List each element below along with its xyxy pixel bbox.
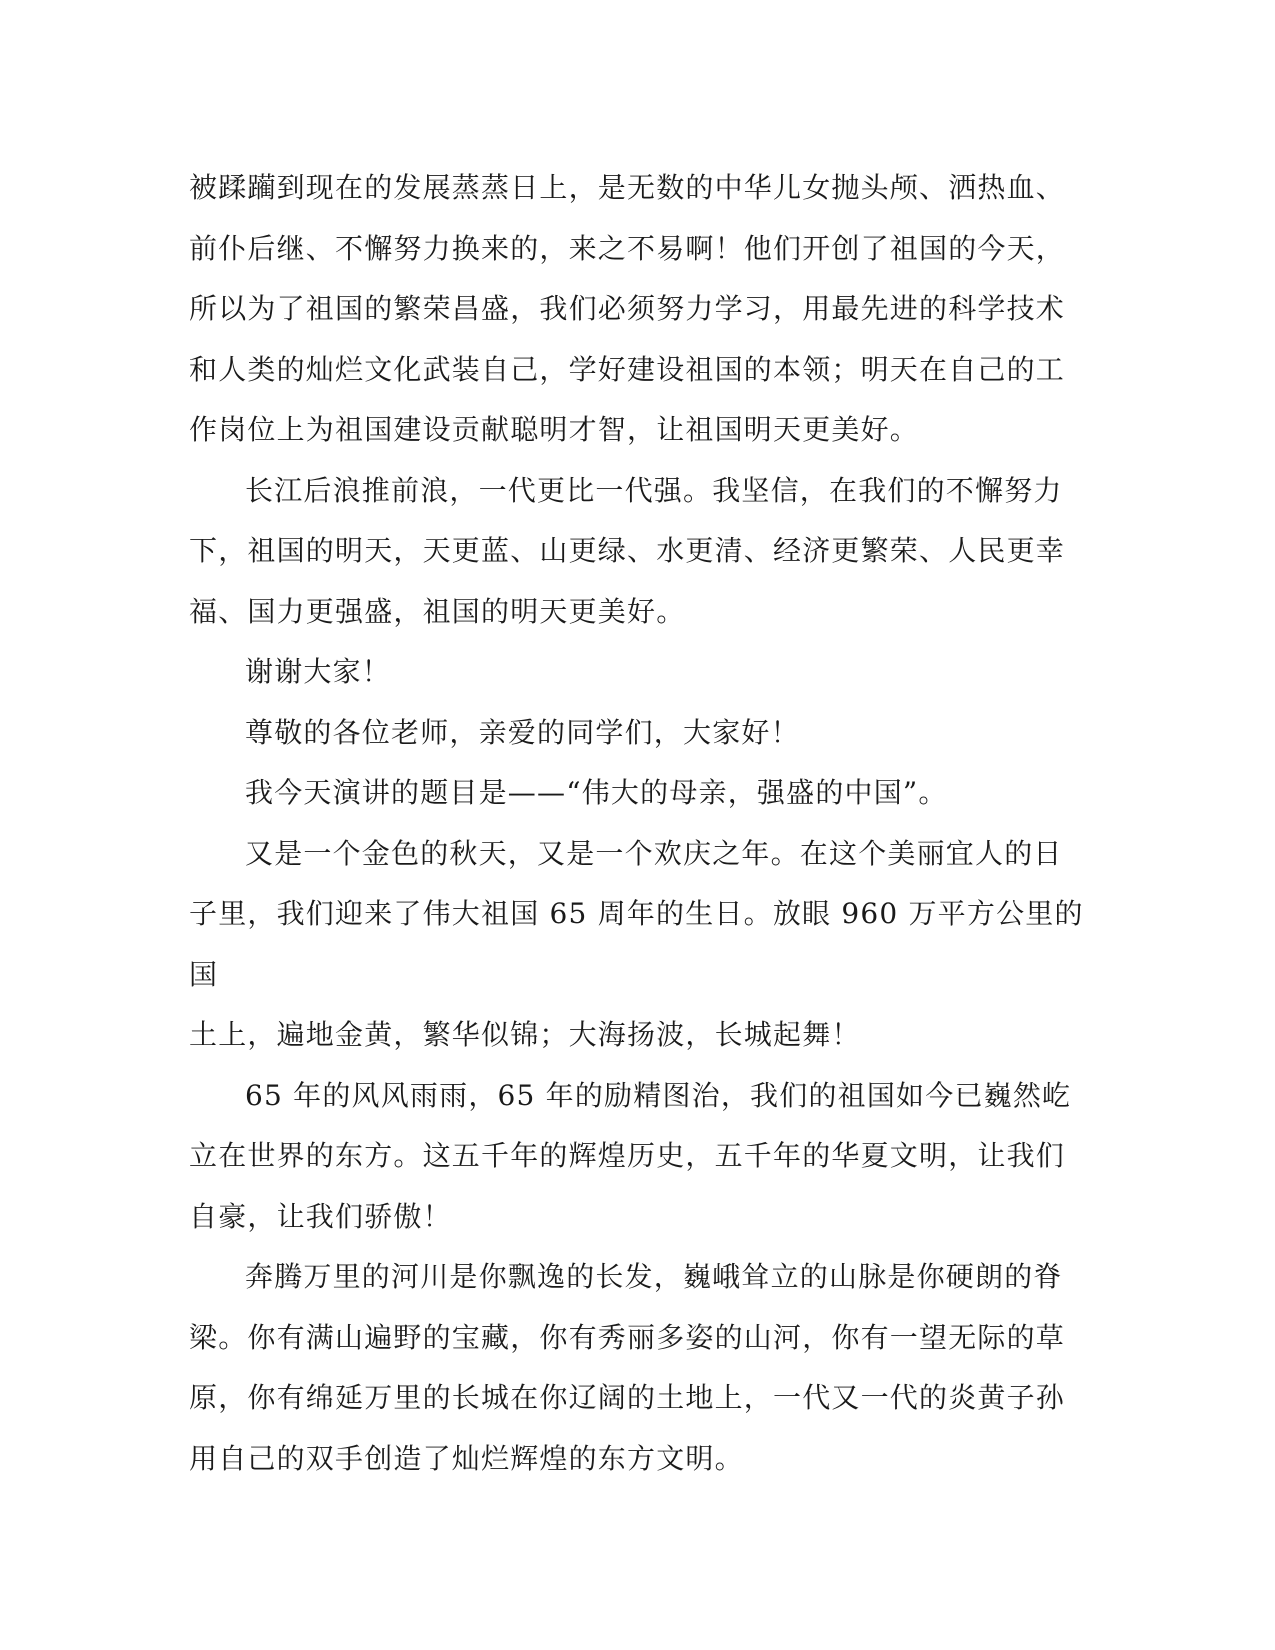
- text-line: 被蹂躏到现在的发展蒸蒸日上，是无数的中华儿女抛头颅、洒热血、: [189, 171, 1066, 204]
- text-line: 自豪，让我们骄傲！: [189, 1199, 452, 1233]
- paragraph-topic: [189, 763, 1089, 824]
- text-line: 所以为了祖国的繁荣昌盛，我们必须努力学习，用最先进的科学技术: [189, 292, 1066, 325]
- text-line: 原，你有绵延万里的长城在你辽阔的土地上，一代又一代的炎黄子孙: [189, 1381, 1066, 1414]
- text-line: 长江后浪推前浪，一代更比一代强。我坚信，在我们的不懈努力: [245, 473, 1063, 507]
- paragraph-65-years: [189, 1066, 1089, 1248]
- text-line: 和人类的灿烂文化武装自己，学好建设祖国的本领；明天在自己的工: [189, 352, 1066, 386]
- text-line: 子里，我们迎来了伟大祖国 65 周年的生日。放眼 960 万平方公里的国: [189, 897, 1084, 991]
- text-line: 奔腾万里的河川是你飘逸的长发，巍峨耸立的山脉是你硬朗的脊: [245, 1260, 1063, 1293]
- text-line: 土上，遍地金黄，繁华似锦；大海扬波，长城起舞！: [189, 1018, 861, 1051]
- paragraph-continuation: [189, 158, 1089, 461]
- text-line: 前仆后继、不懈努力换来的，来之不易啊！他们开创了祖国的今天，: [189, 231, 1066, 265]
- text-line: 又是一个金色的秋天，又是一个欢庆之年。在这个美丽宜人的日: [245, 836, 1063, 870]
- text-line: 立在世界的东方。这五千年的辉煌历史，五千年的华夏文明，让我们: [189, 1139, 1066, 1172]
- text-line: 我今天演讲的题目是——“伟大的母亲，强盛的中国”。: [245, 776, 948, 809]
- paragraph-autumn: [189, 824, 1089, 1066]
- text-line: 梁。你有满山遍野的宝藏，你有秀丽多姿的山河，你有一望无际的草: [189, 1320, 1066, 1354]
- paragraph-greeting: [189, 703, 1089, 764]
- text-line: 作岗位上为祖国建设贡献聪明才智，让祖国明天更美好。: [189, 413, 920, 446]
- document-body: [189, 158, 1089, 1489]
- text-line: 下，祖国的明天，天更蓝、山更绿、水更清、经济更繁荣、人民更幸: [189, 534, 1066, 567]
- text-line: 用自己的双手创造了灿烂辉煌的东方文明。: [189, 1441, 744, 1475]
- text-line: 福、国力更强盛，祖国的明天更美好。: [189, 594, 686, 628]
- paragraph-rivers: [189, 1247, 1089, 1489]
- text-line: 谢谢大家！: [245, 655, 392, 688]
- text-line: 尊敬的各位老师，亲爱的同学们，大家好！: [245, 715, 800, 749]
- paragraph-thanks: [189, 642, 1089, 703]
- text-line: 65 年的风风雨雨，65 年的励精图治，我们的祖国如今已巍然屹: [245, 1078, 1072, 1112]
- paragraph-future: [189, 461, 1089, 643]
